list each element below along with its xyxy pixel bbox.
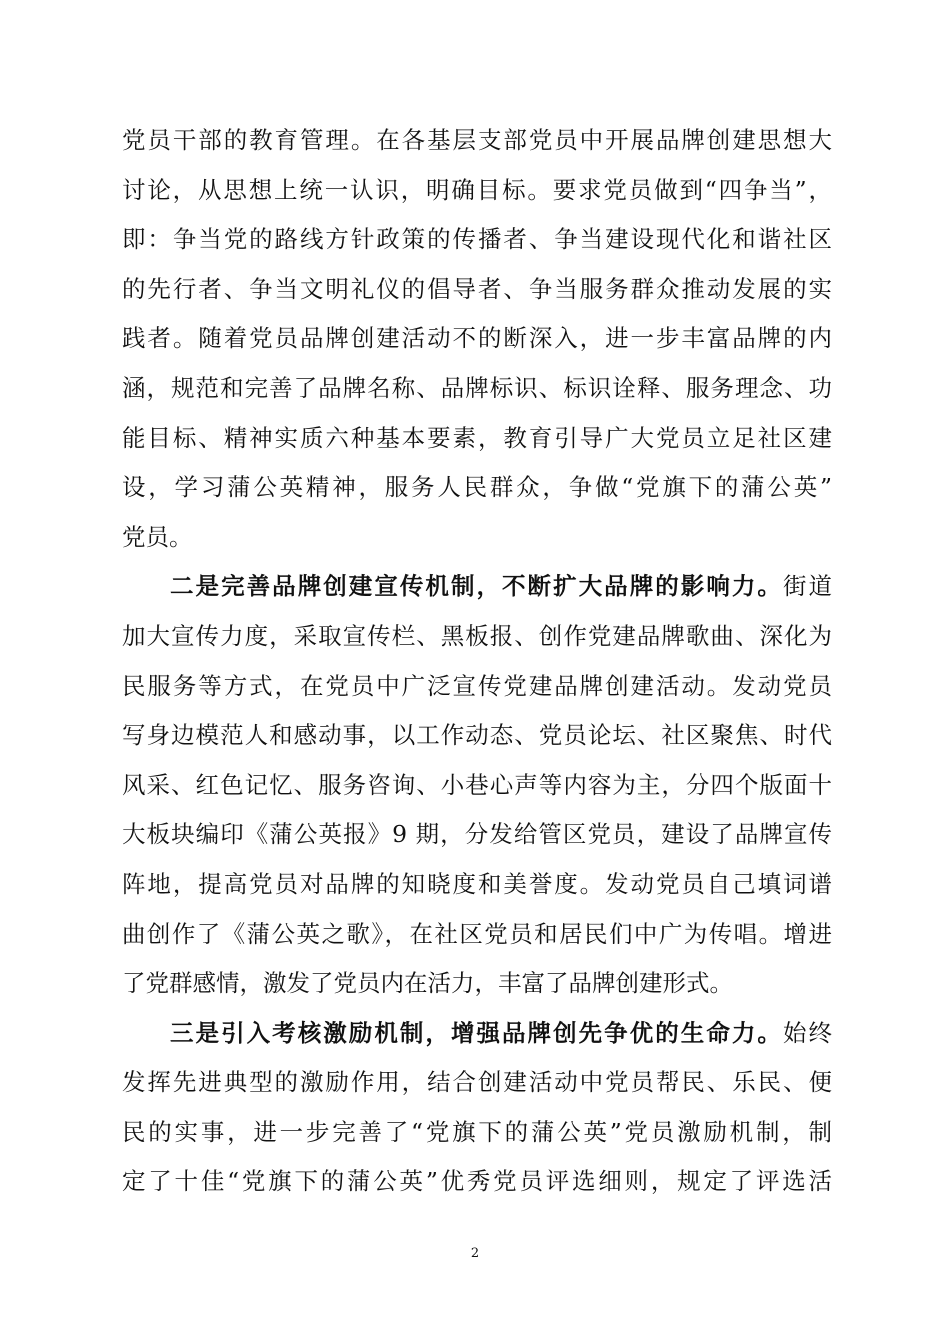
paragraph-2-line: 阵地，提高党员对品牌的知晓度和美誉度。发动党员自己填词谱 — [122, 869, 832, 898]
paragraph-1-line: 践者。随着党员品牌创建活动不的断深入，进一步丰富品牌的内 — [122, 324, 832, 353]
paragraph-2-line: 写身边模范人和感动事，以工作动态、党员论坛、社区聚焦、时代 — [122, 721, 832, 750]
paragraph-1-line: 设，学习蒲公英精神，服务人民群众，争做“党旗下的蒲公英” — [122, 473, 832, 502]
paragraph-2-line: 风采、红色记忆、服务咨询、小巷心声等内容为主，分四个版面十 — [122, 770, 832, 799]
paragraph-3-line: 民的实事，进一步完善了“党旗下的蒲公英”党员激励机制，制 — [122, 1117, 832, 1146]
paragraph-3-first-line — [122, 1009, 832, 1059]
paragraph-2-heading: 二是完善品牌创建宣传机制，不断扩大品牌的影响力。 — [170, 572, 783, 601]
paragraph-1-line: 党员干部的教育管理。在各基层支部党员中开展品牌创建思想大 — [122, 126, 832, 154]
paragraph-1-line: 即：争当党的路线方针政策的传播者、争当建设现代化和谐社区 — [122, 225, 832, 254]
paragraph-1-line: 能目标、精神实质六种基本要素，教育引导广大党员立足社区建 — [122, 423, 832, 452]
paragraph-2-first-tail: 街道 — [782, 572, 832, 601]
paragraph-1-line: 讨论，从思想上统一认识，明确目标。要求党员做到“四争当”， — [122, 175, 832, 204]
paragraph-2-line: 了党群感情，激发了党员内在活力，丰富了品牌创建形式。 — [122, 969, 733, 998]
paragraph-2-line: 加大宣传力度，采取宣传栏、黑板报、创作党建品牌歌曲、深化为 — [122, 621, 832, 650]
paragraph-2-line: 大板块编印《蒲公英报》9 期，分发给管区党员，建设了品牌宣传 — [122, 820, 832, 849]
paragraph-3-line: 定了十佳“党旗下的蒲公英”优秀党员评选细则，规定了评选活 — [122, 1167, 832, 1196]
page-number: 2 — [470, 1246, 480, 1261]
paragraph-2-first-line — [122, 562, 832, 612]
paragraph-3-first-tail: 始终 — [782, 1018, 832, 1047]
paragraph-1-line: 的先行者、争当文明礼仪的倡导者、争当服务群众推动发展的实 — [122, 274, 832, 303]
paragraph-2-line: 曲创作了《蒲公英之歌》，在社区党员和居民们中广为传唱。增进 — [122, 919, 832, 948]
paragraph-1-line: 涵，规范和完善了品牌名称、品牌标识、标识诠释、服务理念、功 — [122, 373, 832, 402]
paragraph-3-line: 发挥先进典型的激励作用，结合创建活动中党员帮民、乐民、便 — [122, 1068, 832, 1097]
paragraph-3-heading: 三是引入考核激励机制，增强品牌创先争优的生命力。 — [170, 1018, 783, 1047]
paragraph-1-line: 党员。 — [122, 522, 193, 551]
body-text — [122, 116, 832, 1207]
paragraph-2-line: 民服务等方式，在党员中广泛宣传党建品牌创建活动。发动党员 — [122, 671, 832, 700]
